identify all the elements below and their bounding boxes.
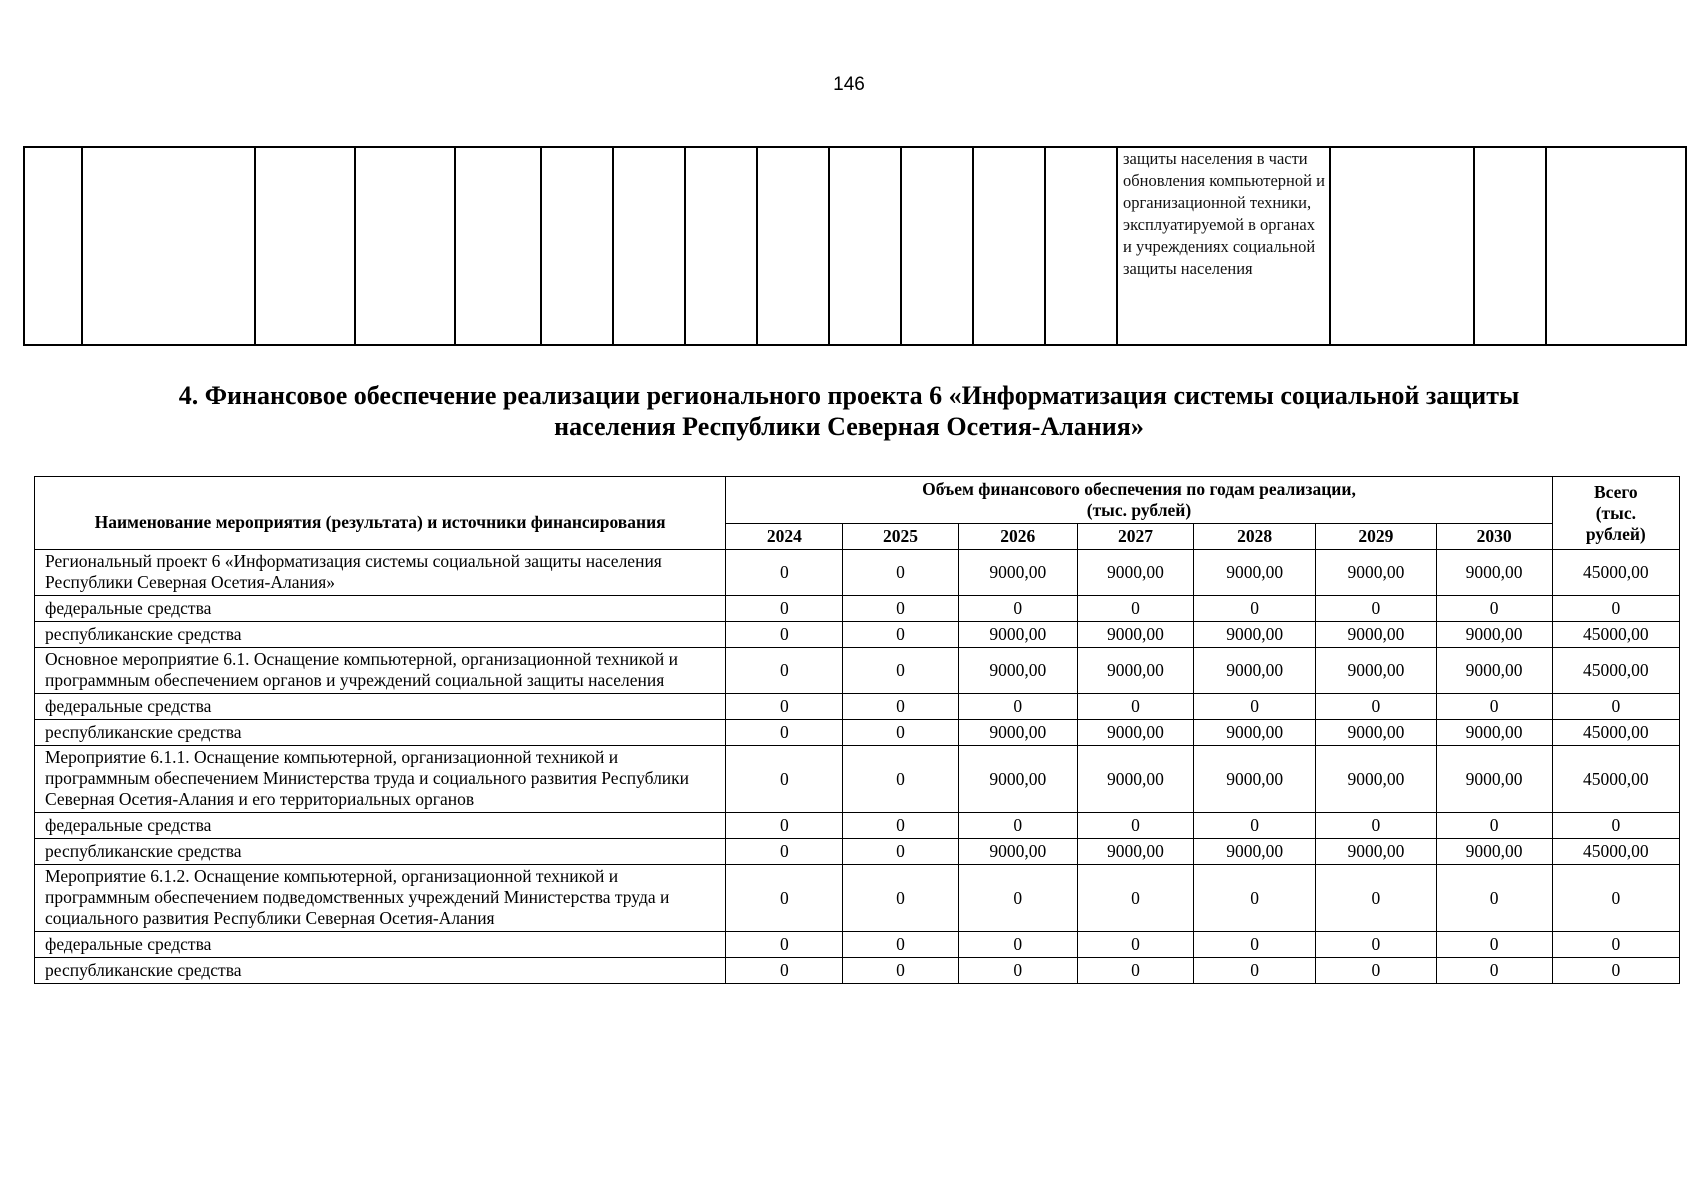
table-row [35, 932, 1680, 958]
header-name: Наименование мероприятия (результата) и источники финансирования [35, 477, 726, 550]
total-cell: 45000,00 [1552, 839, 1679, 865]
total-cell: 45000,00 [1552, 622, 1679, 648]
value-cell: 0 [726, 958, 843, 984]
table-cell [455, 147, 541, 345]
value-cell: 9000,00 [1194, 622, 1316, 648]
value-cell: 0 [843, 746, 958, 813]
value-cell: 0 [1077, 596, 1193, 622]
value-cell: 9000,00 [1194, 746, 1316, 813]
section-title-line: 4. Финансовое обеспечение реализации регионального проекта 6 «Информатизация системы социальной защиты [178, 381, 1520, 410]
value-cell: 0 [1077, 958, 1193, 984]
value-cell: 0 [843, 865, 958, 932]
value-cell: 0 [726, 596, 843, 622]
value-cell: 0 [1436, 694, 1552, 720]
table-row [35, 648, 1680, 694]
value-cell: 0 [726, 839, 843, 865]
table-row [35, 746, 1680, 813]
value-cell: 9000,00 [1194, 720, 1316, 746]
section-title [0, 380, 1698, 442]
value-cell: 9000,00 [1316, 550, 1436, 596]
value-cell: 0 [1077, 813, 1193, 839]
row-name: федеральные средства [35, 813, 726, 839]
row-name: республиканские средства [35, 839, 726, 865]
year-header: 2029 [1316, 524, 1436, 550]
row-name: федеральные средства [35, 932, 726, 958]
row-name: Основное мероприятие 6.1. Оснащение компьютерной, организационной техникой и программным обеспечением органов и учреждений социальной защиты населения [35, 648, 726, 694]
value-cell: 0 [726, 746, 843, 813]
financing-table [34, 476, 1680, 984]
table-cell [829, 147, 901, 345]
value-cell: 0 [843, 839, 958, 865]
value-cell: 0 [843, 958, 958, 984]
table-row [35, 865, 1680, 932]
year-header: 2025 [843, 524, 958, 550]
value-cell: 0 [1316, 694, 1436, 720]
table-row [35, 694, 1680, 720]
value-cell: 0 [958, 865, 1077, 932]
value-cell: 0 [1436, 958, 1552, 984]
row-name: Региональный проект 6 «Информатизация системы социальной защиты населения Республики Северная Осетия-Алания» [35, 550, 726, 596]
value-cell: 9000,00 [958, 720, 1077, 746]
value-cell: 9000,00 [1194, 550, 1316, 596]
value-cell: 0 [726, 932, 843, 958]
value-cell: 0 [843, 622, 958, 648]
value-cell: 0 [1194, 865, 1316, 932]
value-cell: 0 [843, 648, 958, 694]
value-cell: 0 [843, 550, 958, 596]
value-cell: 9000,00 [1436, 550, 1552, 596]
value-cell: 0 [1436, 932, 1552, 958]
year-header: 2028 [1194, 524, 1316, 550]
value-cell: 0 [726, 813, 843, 839]
value-cell: 9000,00 [1077, 648, 1193, 694]
table-cell [685, 147, 757, 345]
value-cell: 0 [726, 720, 843, 746]
value-cell: 9000,00 [1077, 746, 1193, 813]
total-cell: 0 [1552, 865, 1679, 932]
total-cell: 0 [1552, 813, 1679, 839]
value-cell: 9000,00 [1436, 839, 1552, 865]
value-cell: 9000,00 [1436, 720, 1552, 746]
table-row [35, 622, 1680, 648]
table-row [35, 720, 1680, 746]
table-cell [1474, 147, 1546, 345]
value-cell: 9000,00 [1194, 648, 1316, 694]
value-cell: 0 [1436, 813, 1552, 839]
value-cell: 0 [958, 694, 1077, 720]
value-cell: 0 [1194, 813, 1316, 839]
row-name: Мероприятие 6.1.1. Оснащение компьютерной, организационной техникой и программным обеспечением Министерства труда и социального развития Республики Северная Осетия-Алания и его территориальных органов [35, 746, 726, 813]
row-name: республиканские средства [35, 720, 726, 746]
value-cell: 0 [958, 596, 1077, 622]
total-cell: 0 [1552, 596, 1679, 622]
year-header: 2024 [726, 524, 843, 550]
value-cell: 9000,00 [1316, 648, 1436, 694]
value-cell: 0 [1077, 932, 1193, 958]
value-cell: 0 [1316, 813, 1436, 839]
value-cell: 0 [843, 813, 958, 839]
total-cell: 45000,00 [1552, 720, 1679, 746]
value-cell: 0 [726, 694, 843, 720]
value-cell: 0 [1316, 596, 1436, 622]
total-cell: 45000,00 [1552, 550, 1679, 596]
table-row [35, 958, 1680, 984]
table-cell [1045, 147, 1117, 345]
value-cell: 9000,00 [1436, 622, 1552, 648]
table-cell [757, 147, 829, 345]
total-cell: 0 [1552, 932, 1679, 958]
value-cell: 9000,00 [1077, 550, 1193, 596]
section-title-line: населения Республики Северная Осетия-Алания» [554, 412, 1144, 441]
header-row [35, 477, 1680, 524]
total-cell: 0 [1552, 958, 1679, 984]
value-cell: 0 [1316, 958, 1436, 984]
header-volume-line: Объем финансового обеспечения по годам реализации, [922, 479, 1356, 499]
value-cell: 0 [958, 813, 1077, 839]
value-cell: 0 [958, 932, 1077, 958]
page-number: 146 [833, 74, 865, 95]
value-cell: 9000,00 [958, 839, 1077, 865]
value-cell: 0 [726, 865, 843, 932]
table-cell [613, 147, 685, 345]
value-cell: 0 [726, 648, 843, 694]
table-cell [541, 147, 613, 345]
table-cell [24, 147, 82, 345]
row-name: федеральные средства [35, 694, 726, 720]
table-row [35, 596, 1680, 622]
value-cell: 9000,00 [958, 622, 1077, 648]
value-cell: 0 [843, 596, 958, 622]
value-cell: 0 [843, 694, 958, 720]
row-name: федеральные средства [35, 596, 726, 622]
total-cell: 0 [1552, 694, 1679, 720]
table-cell [82, 147, 255, 345]
year-header: 2026 [958, 524, 1077, 550]
value-cell: 0 [1194, 958, 1316, 984]
year-header: 2030 [1436, 524, 1552, 550]
header-total-line: рублей) [1585, 523, 1646, 544]
continued-row [24, 147, 1686, 345]
value-cell: 0 [843, 932, 958, 958]
value-cell: 9000,00 [1436, 746, 1552, 813]
value-cell: 0 [726, 550, 843, 596]
value-cell: 9000,00 [1077, 839, 1193, 865]
value-cell: 9000,00 [958, 550, 1077, 596]
row-name: республиканские средства [35, 958, 726, 984]
value-cell: 9000,00 [1316, 839, 1436, 865]
table-cell [1546, 147, 1686, 345]
value-cell: 0 [958, 958, 1077, 984]
value-cell: 9000,00 [1077, 622, 1193, 648]
value-cell: 0 [1316, 932, 1436, 958]
table-row [35, 813, 1680, 839]
value-cell: 9000,00 [1316, 720, 1436, 746]
value-cell: 9000,00 [958, 746, 1077, 813]
value-cell: 0 [1316, 865, 1436, 932]
table-cell [973, 147, 1045, 345]
header-volume-line: (тыс. рублей) [1086, 500, 1192, 520]
year-header: 2027 [1077, 524, 1193, 550]
value-cell: 0 [726, 622, 843, 648]
value-cell: 0 [1077, 865, 1193, 932]
table-cell [355, 147, 455, 345]
row-name: Мероприятие 6.1.2. Оснащение компьютерной, организационной техникой и программным обеспечением подведомственных учреждений Министерства труда и социального развития Республики Северная Осетия-Алания [35, 865, 726, 932]
continued-table [23, 146, 1687, 346]
value-cell: 9000,00 [958, 648, 1077, 694]
value-cell: 9000,00 [1316, 746, 1436, 813]
value-cell: 0 [843, 720, 958, 746]
value-cell: 9000,00 [1194, 839, 1316, 865]
table-cell [901, 147, 973, 345]
table-cell [1330, 147, 1474, 345]
header-total-line: Всего [1594, 481, 1638, 502]
value-cell: 0 [1436, 865, 1552, 932]
financing-table-body [35, 550, 1680, 984]
total-cell: 45000,00 [1552, 648, 1679, 694]
value-cell: 0 [1436, 596, 1552, 622]
header-volume [726, 477, 1552, 524]
header-total [1552, 477, 1679, 550]
table-row [35, 550, 1680, 596]
value-cell: 0 [1194, 596, 1316, 622]
continued-cell-text: защиты населения в части обновления компьютерной и организационной техники, эксплуатируемой в органах и учреждениях социальной защиты населения [1117, 147, 1330, 345]
table-cell [255, 147, 355, 345]
value-cell: 0 [1077, 694, 1193, 720]
value-cell: 0 [1194, 694, 1316, 720]
row-name: республиканские средства [35, 622, 726, 648]
total-cell: 45000,00 [1552, 746, 1679, 813]
header-total-line: (тыс. [1595, 502, 1636, 523]
value-cell: 0 [1194, 932, 1316, 958]
table-row [35, 839, 1680, 865]
value-cell: 9000,00 [1077, 720, 1193, 746]
value-cell: 9000,00 [1316, 622, 1436, 648]
value-cell: 9000,00 [1436, 648, 1552, 694]
